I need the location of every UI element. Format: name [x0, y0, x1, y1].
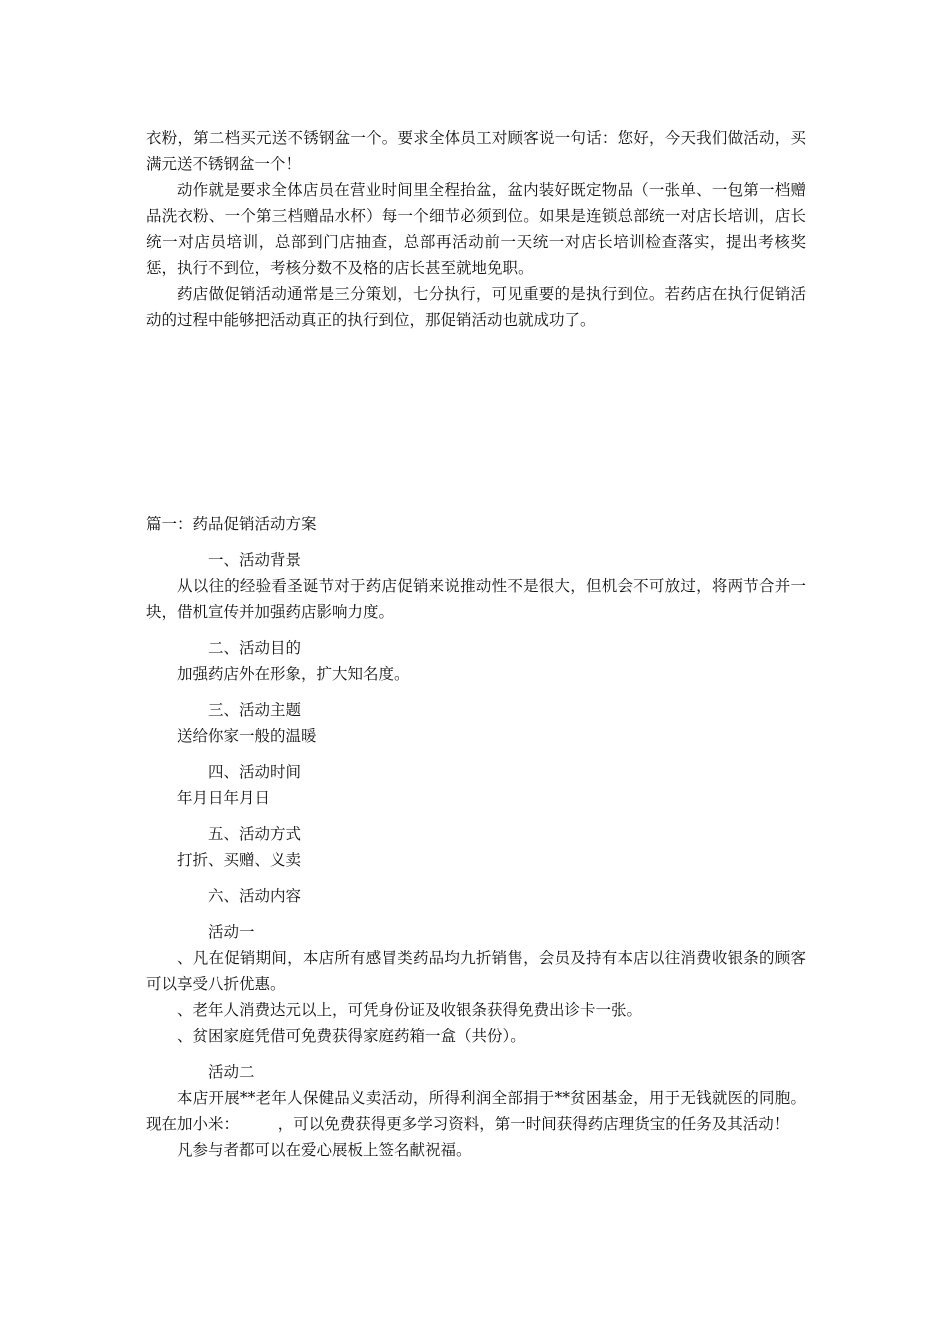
section-title-time: 四、活动时间 — [208, 763, 302, 781]
activity-two-body: 本店开展**老年人保健品义卖活动，所得利润全部捐于**贫困基金，用于无钱就医的同胞。现在加小米： ，可以免费获得更多学习资料，第一时间获得药店理货宝的任务及其活动！ — [146, 1089, 806, 1133]
activity-one-item-3: 、贫困家庭凭借可免费获得家庭药箱一盒（共份）。 — [177, 1027, 526, 1045]
section-body-purpose: 加强药店外在形象，扩大知名度。 — [177, 665, 410, 683]
activity-one-title: 活动一 — [208, 923, 255, 941]
article-title: 篇一：药品促销活动方案 — [146, 515, 317, 533]
activity-one-item-1: 、凡在促销期间，本店所有感冒类药品均九折销售，会员及持有本店以往消费收银条的顾客可以享受八折优惠。 — [146, 949, 806, 993]
activity-two-body-2: 凡参与者都可以在爱心展板上签名献祝福。 — [177, 1141, 472, 1159]
paragraph-continuation: 衣粉，第二档买元送不锈钢盆一个。要求全体员工对顾客说一句话：您好，今天我们做活动，买满元送不锈钢盆一个！ — [146, 129, 806, 173]
section-body-time: 年月日年月日 — [177, 789, 271, 807]
activity-one-item-2: 、老年人消费达元以上，可凭身份证及收银条获得免费出诊卡一张。 — [177, 1001, 643, 1019]
section-title-content: 六、活动内容 — [208, 887, 302, 905]
section-title-purpose: 二、活动目的 — [208, 639, 302, 657]
article-block — [146, 511, 806, 1163]
activity-two-title: 活动二 — [208, 1063, 255, 1081]
section-body-method: 打折、买赠、义卖 — [177, 851, 302, 869]
section-title-method: 五、活动方式 — [208, 825, 302, 843]
paragraph-action: 动作就是要求全体店员在营业时间里全程抬盆，盆内装好既定物品（一张单、一包第一档赠品洗衣粉、一个第三档赠品水杯）每一个细节必须到位。如果是连锁总部统一对店长培训，店长统一对店员培训，总部到门店抽查，总部再活动前一天统一对店长培训检查落实，提出考核奖惩，执行不到位，考核分数不及格的店长甚至就地免职。 — [146, 181, 806, 277]
continued-text-block — [146, 125, 806, 333]
section-body-background: 从以往的经验看圣诞节对于药店促销来说推动性不是很大，但机会不可放过，将两节合并一块，借机宣传并加强药店影响力度。 — [146, 577, 806, 621]
paragraph-conclusion: 药店做促销活动通常是三分策划，七分执行，可见重要的是执行到位。若药店在执行促销活动的过程中能够把活动真正的执行到位，那促销活动也就成功了。 — [146, 285, 806, 329]
section-title-background: 一、活动背景 — [208, 551, 302, 569]
section-body-theme: 送给你家一般的温暖 — [177, 727, 317, 745]
section-title-theme: 三、活动主题 — [208, 701, 302, 719]
